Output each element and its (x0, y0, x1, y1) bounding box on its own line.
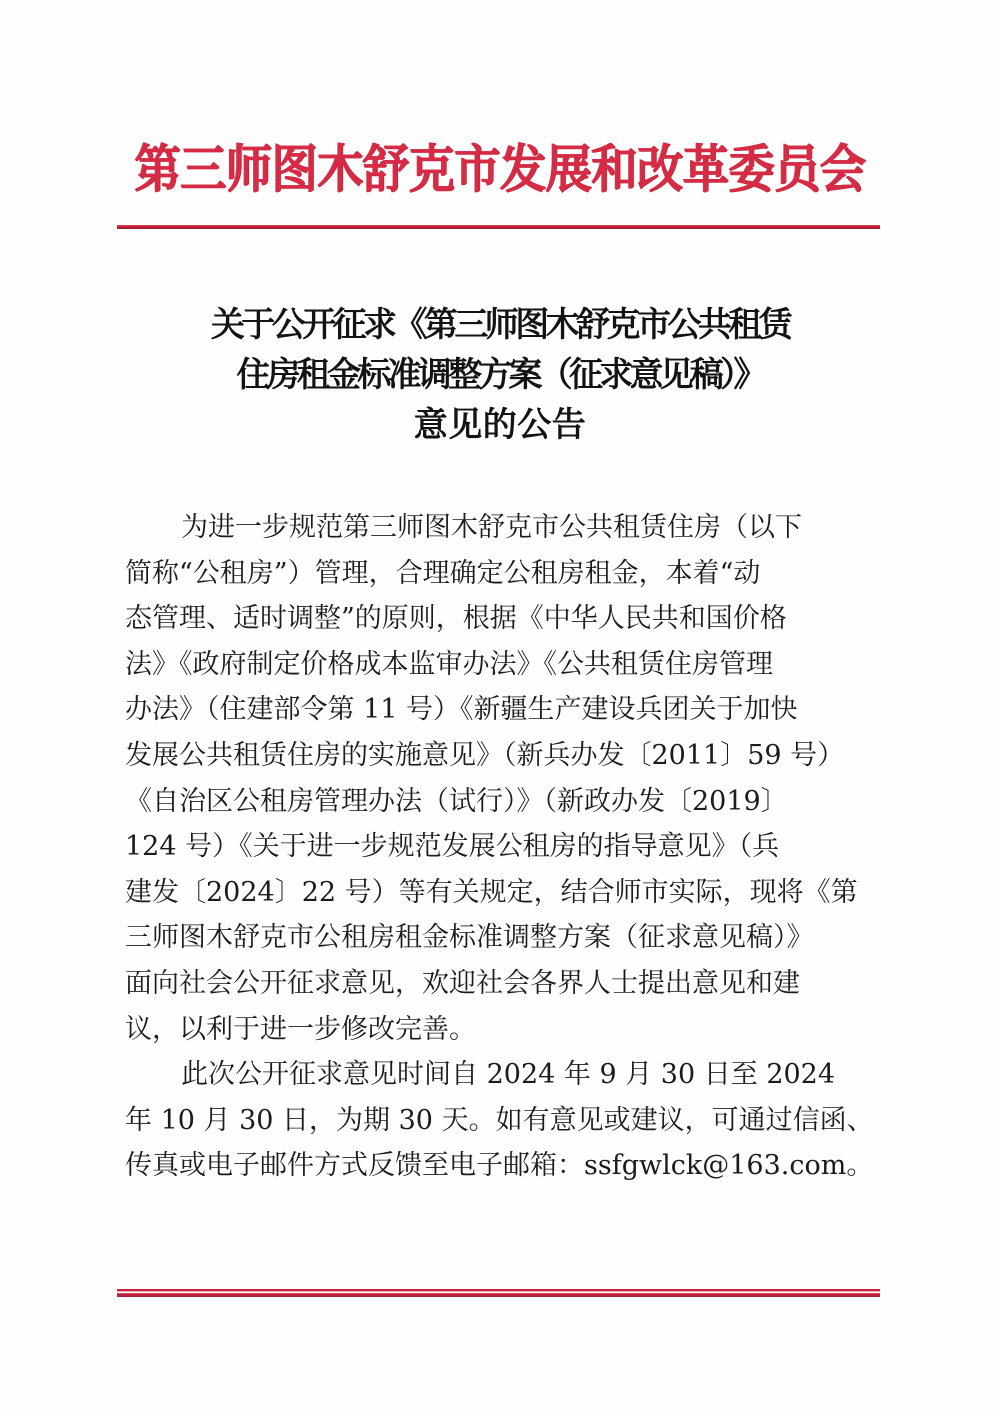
document-body (125, 505, 877, 1189)
footer-red-rule (117, 1289, 880, 1297)
body-line: 简称“公租房”）管理，合理确定公租房租金，本着“动 (125, 557, 761, 589)
body-line: 面向社会公开征求意见，欢迎社会各界人士提出意见和建 (125, 967, 800, 999)
paragraph-2 (125, 1052, 877, 1189)
body-line: 法》《政府制定价格成本监审办法》《公共租赁住房管理 (125, 648, 773, 680)
body-line: 发展公共租赁住房的实施意见》（新兵办发〔2011〕59 号） (125, 739, 845, 771)
body-line: 三师图木舒克市公租房租金标准调整方案（征求意见稿）》 (125, 922, 814, 954)
body-line: 建发〔2024〕22 号）等有关规定，结合师市实际，现将《第 (125, 876, 858, 908)
body-line: 《自治区公租房管理办法（试行）》（新政办发〔2019〕 (125, 785, 788, 817)
body-line: 议，以利于进一步修改完善。 (125, 1013, 476, 1045)
body-line: 年 10 月 30 日，为期 30 天。如有意见或建议，可通过信函、 (125, 1104, 874, 1136)
body-line: 此次公开征求意见时间自 2024 年 9 月 30 日至 2024 (181, 1059, 836, 1091)
body-line-email: 传真或电子邮件方式反馈至电子邮箱：ssfgwlck@163.com。 (125, 1150, 874, 1182)
masthead-red-rule (117, 225, 880, 229)
issuing-agency-title: 第三师图木舒克市发展和改革委员会 (134, 138, 866, 200)
document-title-line-1: 关于公开征求《第三师图木舒克市公共租赁 (210, 305, 790, 345)
body-line: 办法》（住建部令第 11 号）《新疆生产建设兵团关于加快 (125, 694, 798, 726)
document-title (118, 300, 882, 450)
body-line: 态管理、适时调整”的原则，根据《中华人民共和国价格 (125, 603, 787, 635)
masthead (0, 128, 1000, 210)
paragraph-1 (125, 505, 877, 1052)
document-title-line-3: 意见的公告 (413, 405, 587, 445)
document-title-line-2: 住房租金标准调整方案（征求意见稿）》 (236, 355, 764, 395)
body-line: 124 号）《关于进一步规范发展公租房的指导意见》（兵 (125, 831, 780, 863)
body-line: 为进一步规范第三师图木舒克市公共租赁住房（以下 (181, 512, 802, 543)
